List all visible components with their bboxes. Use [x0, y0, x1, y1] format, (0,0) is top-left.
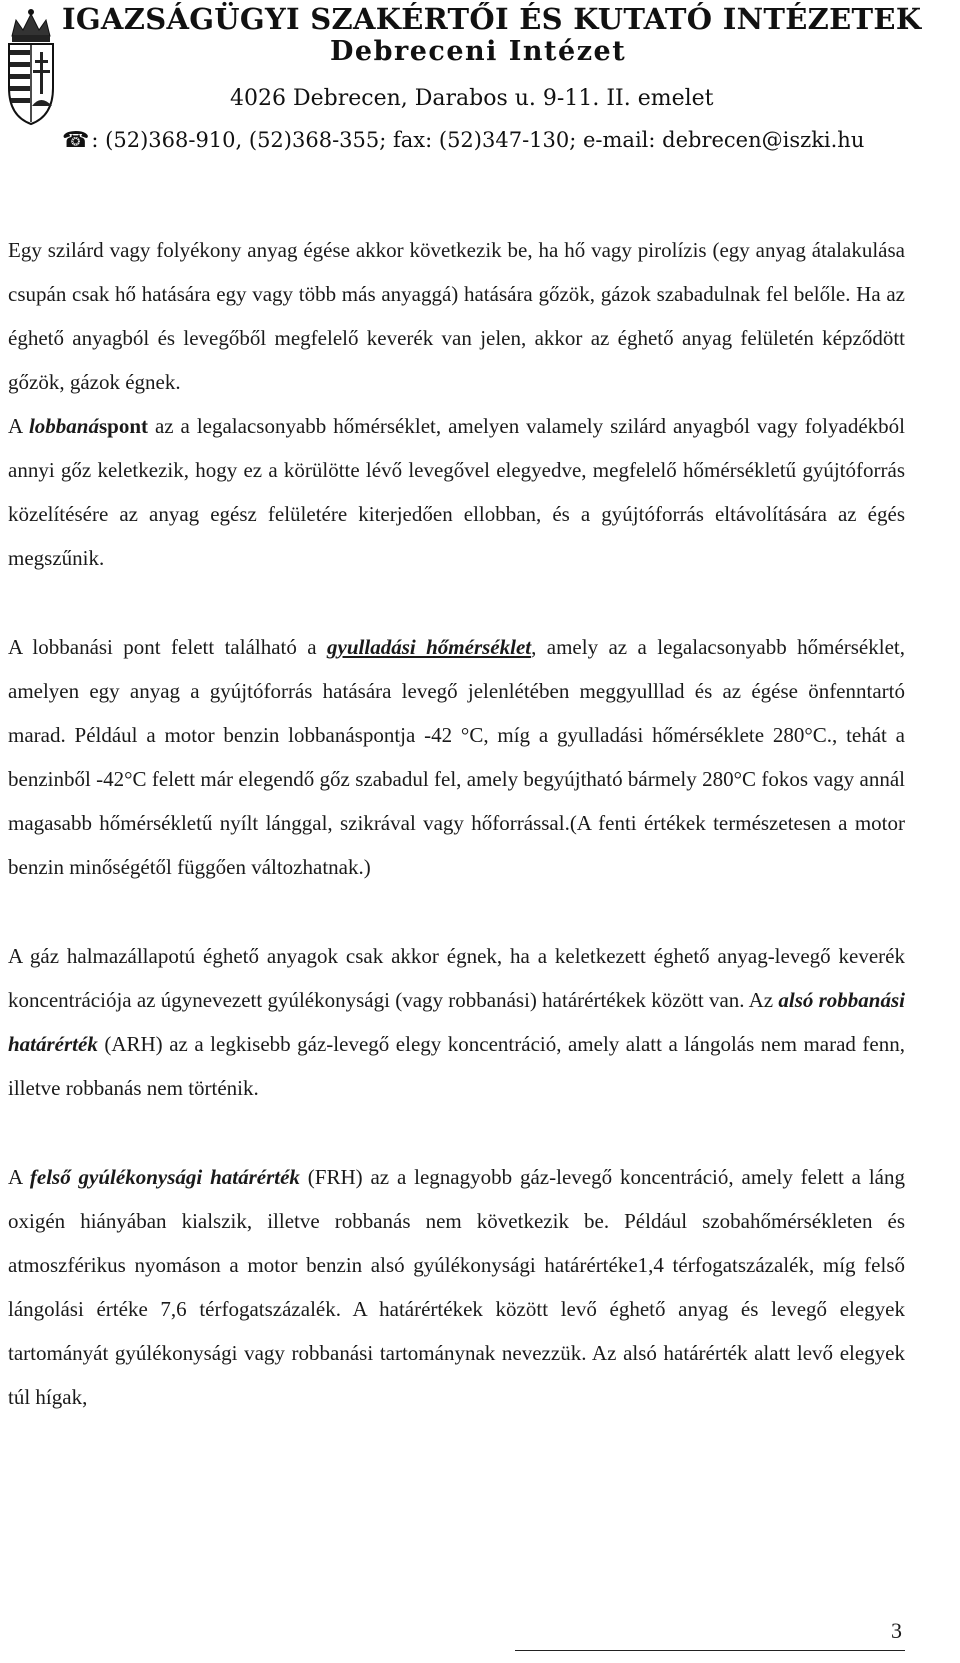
text-span: A gáz halmazállapotú éghető anyagok csak akkor égnek, ha a keletkezett éghető anyag-levegő keverék koncentrációja az úgynevezett gyúlékonysági (vagy robbanási) határértékek között van. Az — [8, 944, 905, 1012]
text-span: (ARH) az a legkisebb gáz-levegő elegy koncentráció, amely alatt a lángolás nem marad fenn, illetve robbanás nem történik. — [8, 1032, 905, 1100]
paragraph-ignition — [8, 625, 905, 889]
text-span: A — [8, 414, 29, 438]
text-span: A — [8, 1165, 30, 1189]
paragraph-gap — [8, 1110, 905, 1155]
page-number: 3 — [891, 1618, 902, 1643]
contact-line — [62, 128, 864, 153]
text-span: az a legalacsonyabb hőmérséklet, amelyen valamely szilárd anyagból vagy folyadékból annyi gőz keletkezik, hogy ez a körülötte lévő levegővel elegyedve, megfelelő hőmérsékletű gyújtóforrás közelítésére az anyag egész felületére kiterjedően ellobban, és a gyújtóforrás eltávolítására az égés megszűnik. — [8, 414, 905, 570]
term-lobbanas: lobbaná — [28, 414, 99, 438]
text-span: (FRH) az a legnagyobb gáz-levegő koncentráció, amely felett a láng oxigén hiányában kialszik, illetve robbanás nem következik be. Például szobahőmérsékleten és atmoszférikus nyomáson a motor benzin alsó gyúlékonysági határértéke1,4 térfogatszázalék, míg felső lángolási értéke 7,6 térfogatszázalék. A határértékek között levő éghető anyag és levegő elegyek tartományát gyúlékonysági vagy robbanási tartománynak nevezzük. Az alsó határérték alatt levő elegyek túl hígak, — [8, 1165, 905, 1409]
body-text — [8, 228, 905, 1419]
term-also-robbanasi-hatarertek: alsó robbanási határérték — [8, 988, 905, 1056]
paragraph-lower-limit — [8, 934, 905, 1110]
coat-of-arms-icon — [4, 6, 58, 126]
organization-name: IGAZSÁGÜGYI SZAKÉRTŐI ÉS KUTATÓ INTÉZETEK — [62, 2, 922, 36]
contact-text: : (52)368-910, (52)368-355; fax: (52)347-130; e-mail: debrecen@iszki.hu — [91, 128, 865, 152]
paragraph-upper-limit — [8, 1155, 905, 1419]
term-felso-gyulekonysagi-hatarertek: felső gyúlékonysági határérték — [29, 1165, 300, 1189]
text-span: , amely az a legalacsonyabb hőmérséklet, amelyen egy anyag a gyújtóforrás hatására levegő jelenlétében meggyulllad és az égése önfenntartó marad. Például a motor benzin lobbanáspontja -42 °C, míg a gyulladási hőmérséklete 280°C., tehát a benzinből -42°C felett már elegendő gőz szabadul fel, amely begyújtható bármely 280°C fokos vagy annál magasabb hőmérsékletű nyílt lánggal, szikrával vagy hőforrással.(A fenti értékek természetesen a motor benzin minőségétől függően változhatnak.) — [8, 635, 905, 879]
paragraph-gap — [8, 580, 905, 625]
organization-subtitle: Debreceni Intézet — [330, 36, 627, 67]
term-gyulladasi-homerseklet: gyulladási hőmérséklet — [327, 635, 532, 659]
letterhead — [0, 0, 960, 175]
term-pont: spont — [98, 414, 149, 438]
text-span: A lobbanási pont felett található a — [8, 635, 328, 659]
telephone-icon: ☎ — [62, 128, 90, 153]
paragraph-gap — [8, 889, 905, 934]
footer-rule — [515, 1650, 905, 1651]
organization-address: 4026 Debrecen, Darabos u. 9-11. II. emelet — [230, 86, 714, 111]
paragraph-burning: Egy szilárd vagy folyékony anyag égése akkor következik be, ha hő vagy pirolízis (egy anyag átalakulása csupán csak hő hatására egy vagy több más anyaggá) hatására gőzök, gázok szabadulnak fel belőle. Ha az éghető anyagból és levegőből megfelelő keverék van jelen, akkor az éghető anyag felületén képződött gőzök, gázok égnek. — [8, 238, 905, 394]
paragraph-flashpoint — [8, 404, 905, 580]
